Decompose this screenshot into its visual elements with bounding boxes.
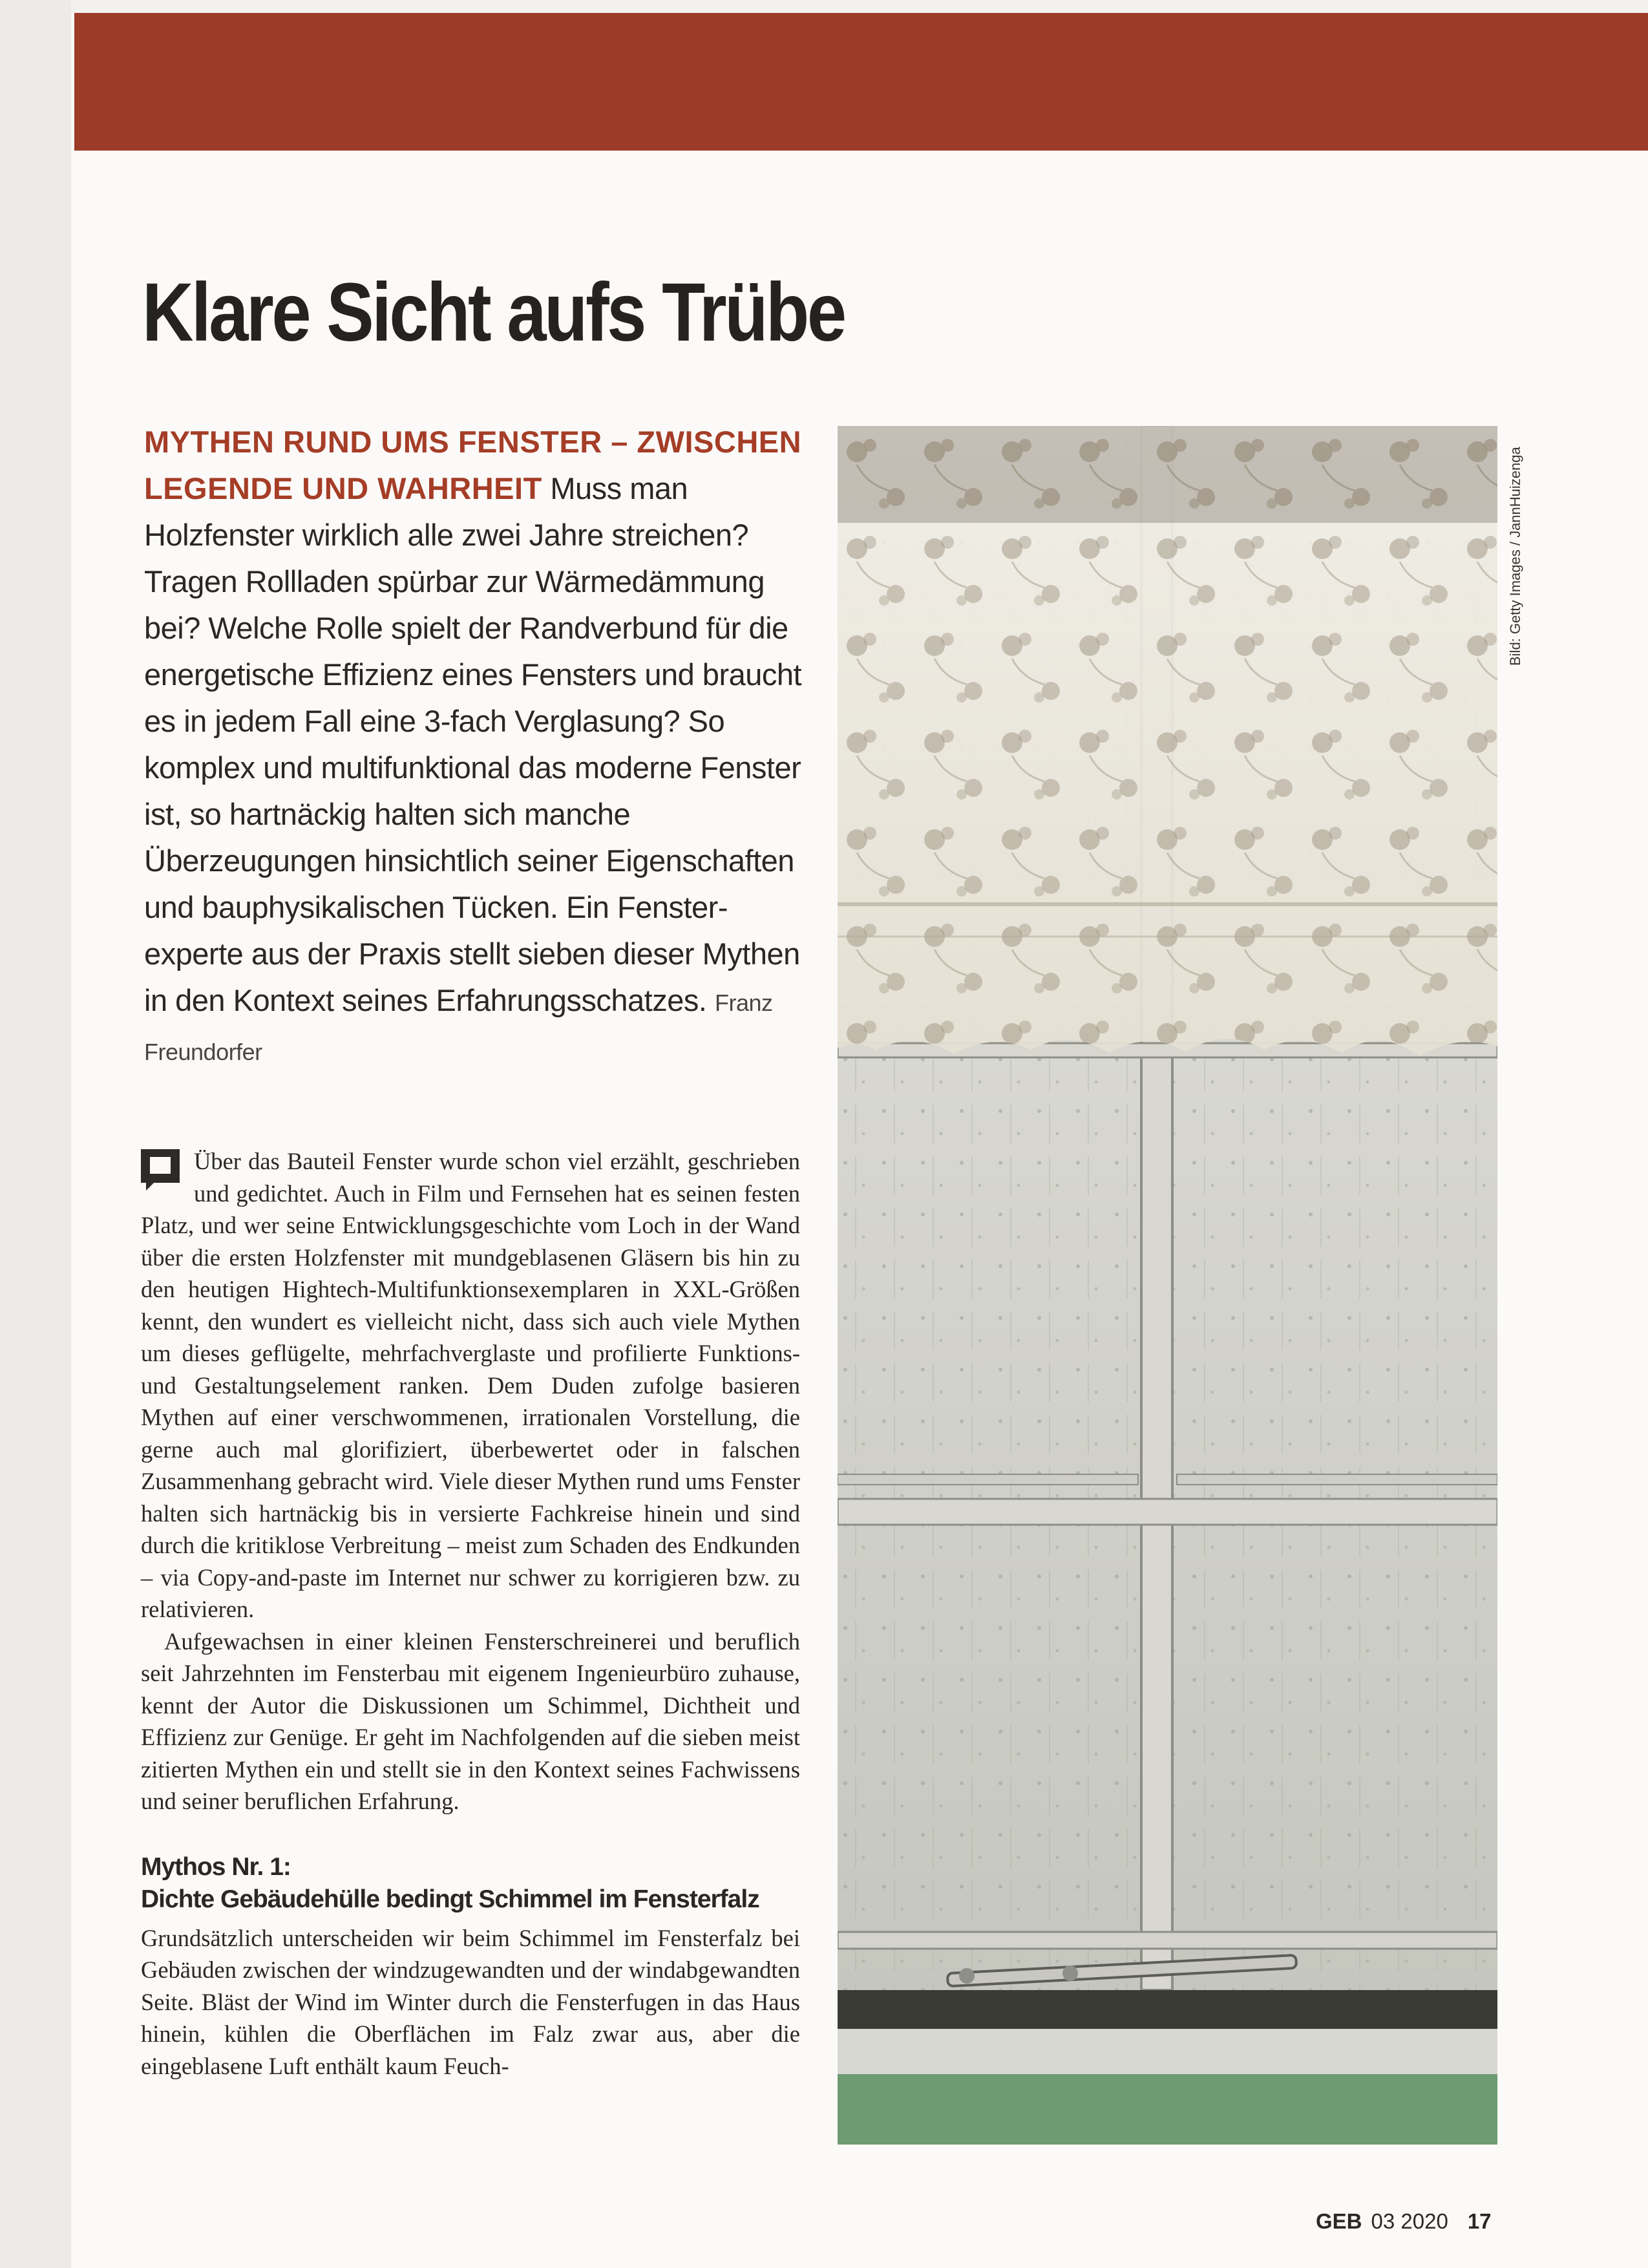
window-illustration (838, 426, 1497, 2145)
section-heading (141, 1851, 800, 1916)
page-footer (1316, 2209, 1492, 2234)
lead-kicker-line-1: MYTHEN RUND UMS FENSTER – ZWISCHEN (144, 425, 802, 459)
section-heading-number: Mythos Nr. 1: (141, 1852, 291, 1881)
window-sill (838, 2029, 1497, 2074)
body-paragraph-2: Aufgewachsen in einer kleinen Fensterschreinerei und beruflich seit Jahrzehnten im Fensterbau mit eigenem Ingenieurbüro zuhause, kennt der Autor die Diskussionen um Schimmel, Dichtheit und Effizienz zur Genüge. Er geht im Nachfolgenden auf die sieben meist zitierten Mythen ein und stellt sie in den Kontext seines Fachwissens und seiner beruflichen Erfahrung. (141, 1627, 800, 1814)
green-wall (838, 2074, 1497, 2145)
section-heading-title: Dichte Gebäudehülle bedingt Schimmel im Fensterfalz (141, 1885, 759, 1913)
lead-text: Muss man Holzfenster wirklich alle zwei Jahre streichen? Tragen Rollladen spürbar zur Wärmedämmung bei? Welche Rolle spielt der Randverbund für die energetische Effizienz eines Fensters und braucht es in jedem Fall eine 3-fach Verglasung? So komplex und multifunktional das moderne Fenster ist, so hartnäckig halten sich manche Überzeugungen hinsichtlich seiner Eigenschaften und bauphysikalischen Tücken. Ein Fensterexperte aus der Praxis stellt sieben dieser Mythen in den Kontext seines Erfahrungsschatzes. (144, 471, 802, 1017)
magazine-name: GEB (1316, 2209, 1362, 2233)
lead-kicker-line-2: LEGENDE UND WAHRHEIT (144, 471, 542, 505)
article-body (141, 1145, 800, 2082)
body-paragraph-1-text: Über das Bauteil Fenster wurde schon viel erzählt, geschrieben und gedichtet. Auch in Film und Fernsehen hat es seinen festen Platz, und wer seine Entwicklungsgeschichte vom Loch in der Wand über die ersten Holzfenster mit mundgeblasenen Gläsern bis hin zu den heutigen Hightech-Multifunktionsexemplaren in XXL-Größen kennt, den wundert es vielleicht nicht, dass sich auch viele Mythen um dieses geflügelte, mehrfachverglaste und profilierte Funktions- und Gestaltungselement ranken. Dem Duden zufolge basieren Mythen auf einer verschwommenen, irrationalen Vorstellung, die gerne auch mal glorifiziert, überbewertet oder in falschen Zusammenhang gebracht wird. Viele dieser Mythen rund ums Fenster halten sich hartnäckig bis in versierte Fachkreise hinein und sind durch die kritiklose Verbreitung – meist zum Schaden des Endkunden – via Copy-and-paste im Internet nur schwer zu korrigieren bzw. zu relativieren. (141, 1148, 800, 1622)
article-author: Franz Freundorfer (144, 990, 773, 1065)
page-number: 17 (1467, 2209, 1492, 2233)
body-paragraph-1 (141, 1145, 800, 1626)
photo-credit: Bild: Getty Images / JannHuizenga (1507, 447, 1523, 666)
article-title: Klare Sicht aufs Trübe (142, 266, 845, 359)
window-photo (838, 426, 1497, 2145)
body-paragraph-3: Grundsätzlich unterscheiden wir beim Schimmel im Fensterfalz bei Gebäuden zwischen der windzugewandten und der windabgewandten Seite. Bläst der Wind im Winter durch die Fensterfugen in das Haus hinein, kühlen die Oberflächen im Falz zwar aus, aber die eingeblasene Luft enthält kaum Feuch- (141, 1924, 800, 2079)
lace-curtain (838, 426, 1497, 1056)
issue-number: 03 2020 (1371, 2209, 1448, 2233)
speech-bubble-icon (141, 1149, 180, 1188)
article-lead (144, 419, 803, 1076)
window-sill-shadow (838, 1990, 1497, 2029)
scan-margin (0, 0, 71, 2268)
header-color-bar (74, 13, 1648, 151)
